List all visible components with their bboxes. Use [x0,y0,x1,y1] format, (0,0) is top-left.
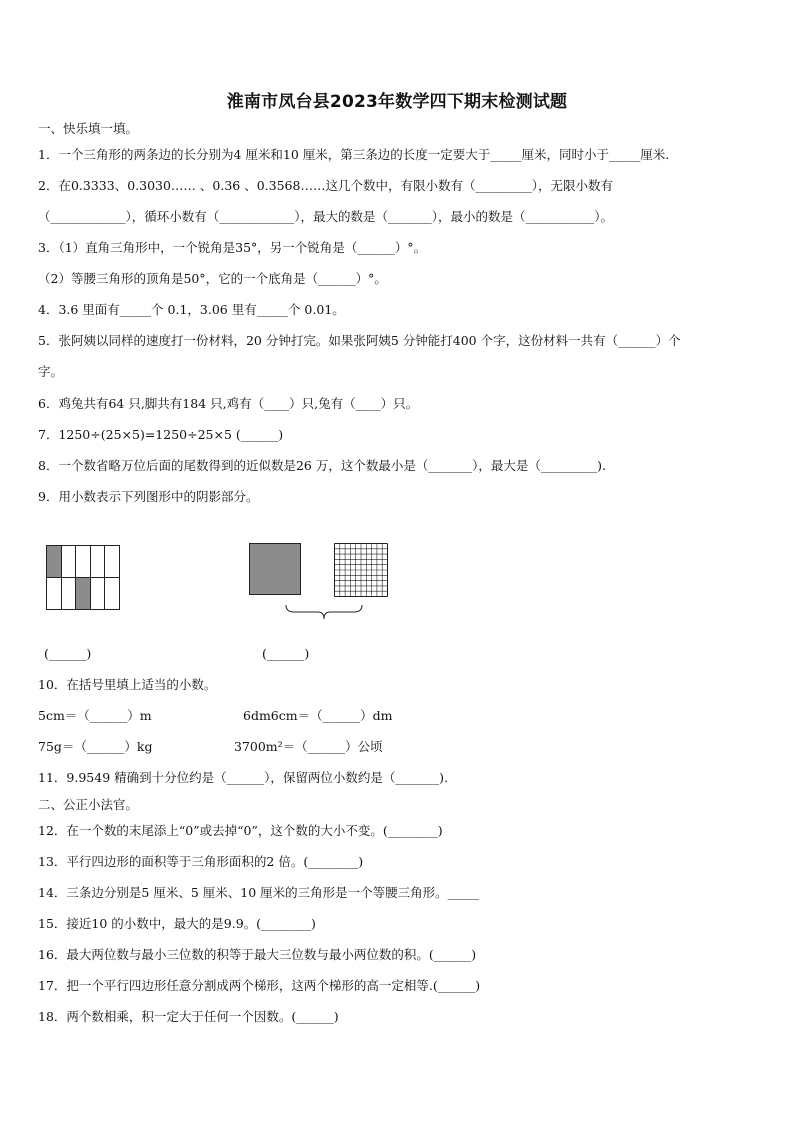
grid-cell [61,577,77,610]
grid-cell [104,545,120,578]
grid-cell [75,545,91,578]
question-1: 1．一个三角形的两条边的长分别为4 厘米和10 厘米，第三条边的长度一定要大于_____厘米，同时小于_____厘米. [38,147,670,162]
question-13: 13．平行四边形的面积等于三角形面积的2 倍。(________) [38,854,364,869]
question-5-line-1: 5．张阿姨以同样的速度打一份材料，20 分钟打完。如果张阿姨5 分钟能打400 个字，这份材料一共有（______）个 [38,333,681,348]
grid-cell [46,577,62,610]
question-12: 12．在一个数的末尾添上“0”或去掉“0”，这个数的大小不变。(________) [38,823,443,838]
question-16: 16．最大两位数与最小三位数的积等于最大三位数与最小两位数的积。(______) [38,947,477,962]
question-15: 15．接近10 的小数中，最大的是9.9。(________) [38,916,316,931]
page-title: 淮南市凤台县2023年数学四下期末检测试题 [226,92,568,112]
answer-blank-left: (______) [44,646,92,661]
grid-cell [61,545,77,578]
section-heading-fill: 一、快乐填一填。 [38,121,139,136]
figure-grid-2x5 [46,545,119,609]
question-10-row-1-left: 5cm＝（______）m [38,708,152,723]
grid-cell [75,577,91,610]
question-5-line-2: 字。 [38,364,64,379]
question-6: 6．鸡兔共有64 只,脚共有184 只,鸡有（____）只,兔有（____）只。 [38,396,419,411]
question-9: 9．用小数表示下列图形中的阴影部分。 [38,489,259,504]
question-10: 10．在括号里填上适当的小数。 [38,677,217,692]
grid-cell [46,545,62,578]
section-heading-judge: 二、公正小法官。 [38,797,139,812]
grid-cell [104,577,120,610]
answer-blank-right: (______) [262,646,310,661]
question-10-row-2-left: 75g＝（______）kg [38,739,153,754]
question-2-line-2: （____________），循环小数有（____________），最大的数是（_______），最小的数是（___________）。 [38,209,614,224]
curly-brace [284,603,364,623]
figure-shaded-square [249,543,301,595]
question-3-part-1: 3．（1）直角三角形中，一个锐角是35°，另一个锐角是（______）°。 [38,240,427,255]
question-10-row-2-right: 3700m²＝（______）公顷 [234,739,383,754]
question-17: 17．把一个平行四边形任意分割成两个梯形，这两个梯形的高一定相等.(______) [38,978,481,993]
grid-cell [90,577,106,610]
question-2-line-1: 2．在0.3333、0.3030…… 、0.36 、0.3568……这几个数中，有限小数有（_________），无限小数有 [38,178,613,193]
grid-cell [90,545,106,578]
question-3-part-2: （2）等腰三角形的顶角是50°，它的一个底角是（______）°。 [38,271,387,286]
question-14: 14．三条边分别是5 厘米、5 厘米、10 厘米的三角形是一个等腰三角形。_____ [38,885,479,900]
question-7: 7．1250÷(25×5)=1250÷25×5 (______) [38,427,284,442]
question-18: 18．两个数相乘，积一定大于任何一个因数。(______) [38,1009,339,1024]
question-8: 8．一个数省略万位后面的尾数得到的近似数是26 万，这个数最小是（_______），最大是（_________). [38,458,606,473]
question-11: 11．9.9549 精确到十分位约是（______），保留两位小数约是（_______). [38,770,448,785]
question-4: 4．3.6 里面有_____个 0.1，3.06 里有_____个 0.01。 [38,302,345,317]
question-10-row-1-right: 6dm6cm＝（______）dm [243,708,393,723]
figure-hundred-grid [334,543,388,597]
